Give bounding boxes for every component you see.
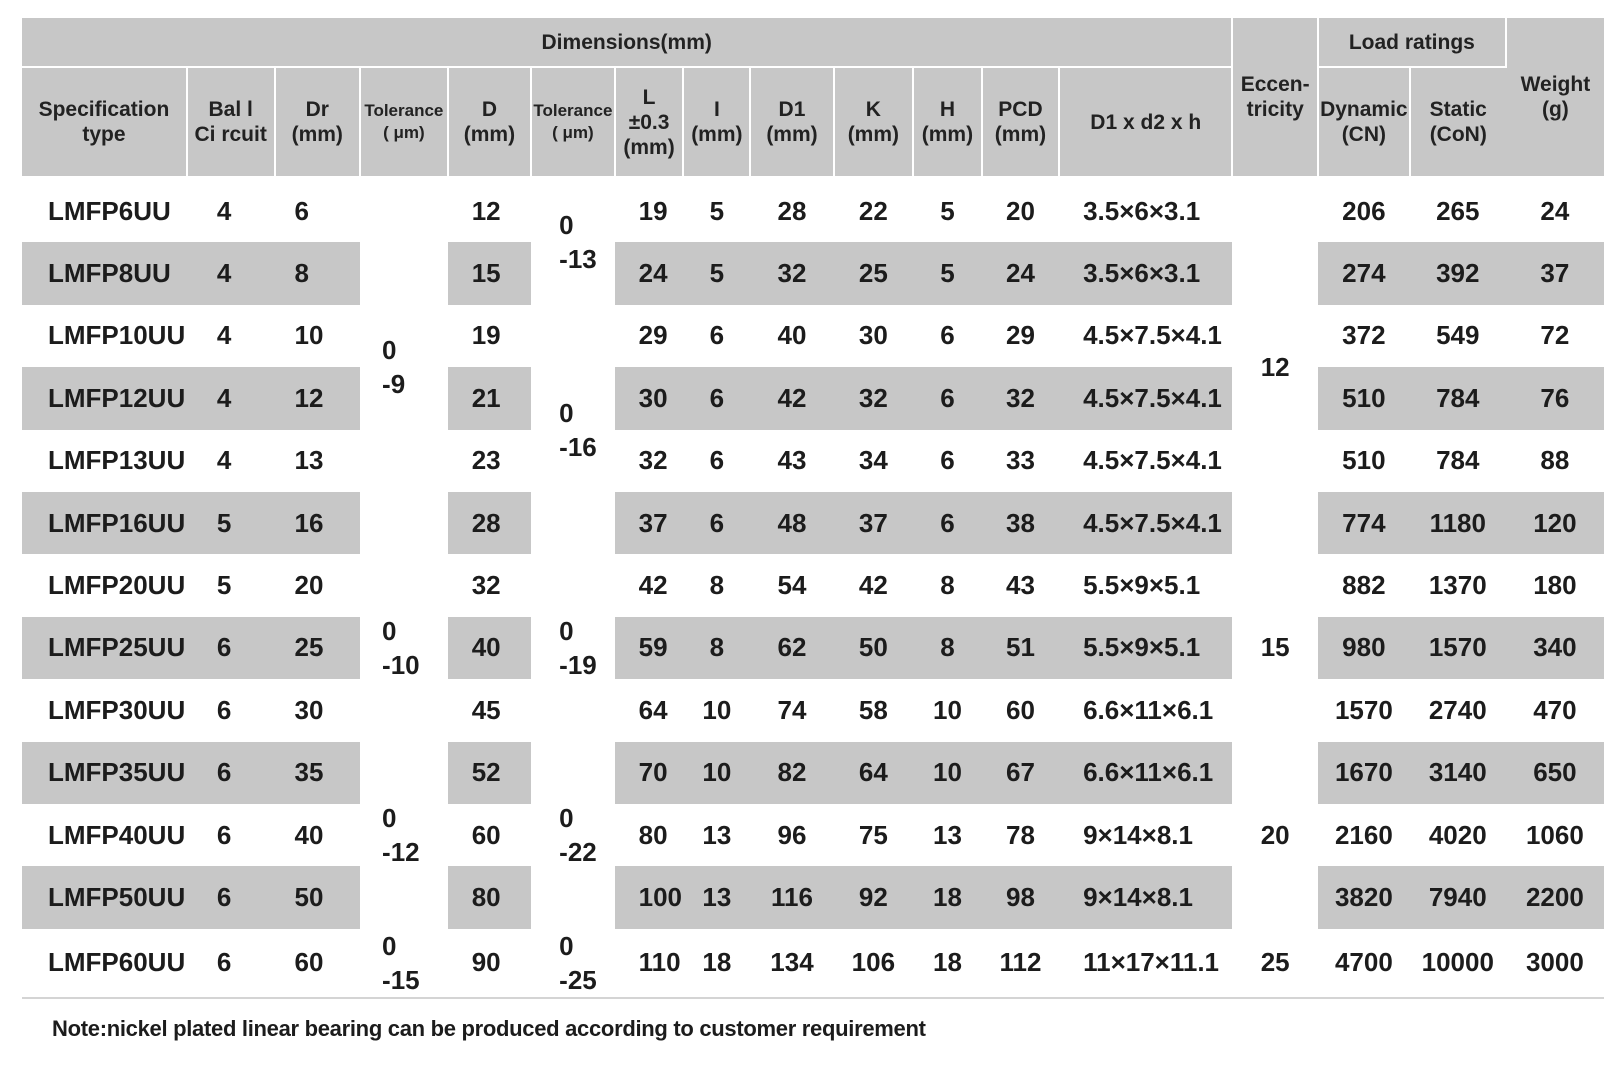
dynamic-cell: 4700 [1318, 929, 1410, 998]
h-cell: 6 [940, 445, 955, 476]
l-cell: 70 [615, 742, 684, 804]
spec-type-cell: LMFP13UU [48, 445, 186, 476]
i-cell: 13 [683, 866, 750, 928]
dr-cell: 12 [275, 367, 361, 429]
spec-type-cell: LMFP8UU [22, 242, 187, 304]
l-cell: 59 [615, 617, 684, 679]
weight-cell: 24 [1506, 178, 1604, 242]
d1-cell: 43 [777, 445, 807, 476]
dynamic-cell: 774 [1318, 492, 1410, 554]
static-cell: 10000 [1410, 929, 1506, 998]
weight-cell: 88 [1540, 445, 1570, 476]
dynamic-cell: 206 [1318, 178, 1410, 242]
static-header: Static (CoN) [1410, 67, 1506, 178]
d1-cell: 48 [750, 492, 833, 554]
footnote: Note:nickel plated linear bearing can be produced according to customer requirement [52, 1016, 926, 1041]
eccentricity-cell: 12 [1232, 178, 1318, 554]
bolt-cell: 4.5×7.5×4.1 [1059, 492, 1232, 554]
i-cell: 6 [709, 320, 725, 351]
dr-cell: 20 [294, 570, 324, 601]
i-header: I (mm) [683, 67, 750, 178]
d-cell: 21 [448, 367, 531, 429]
d1-cell: 54 [777, 570, 807, 601]
dynamic-cell: 372 [1342, 320, 1386, 351]
tolerance-d-cell-lower: -16 [559, 431, 597, 462]
k-header: K (mm) [834, 67, 913, 178]
dr-cell: 10 [294, 320, 324, 351]
d1-cell: 28 [750, 178, 833, 242]
spec-type-cell: LMFP30UU [48, 694, 186, 725]
bolt-cell: 5.5×9×5.1 [1059, 617, 1232, 679]
l-cell: 30 [615, 367, 684, 429]
l-cell: 24 [615, 242, 684, 304]
d-cell: 15 [448, 242, 531, 304]
dynamic-cell: 980 [1318, 617, 1410, 679]
table-row [22, 804, 1604, 866]
eccentricity-cell: 20 [1260, 819, 1290, 850]
dr-cell: 16 [275, 492, 361, 554]
weight-cell: 340 [1506, 617, 1604, 679]
d1-cell: 62 [750, 617, 833, 679]
eccentricity-cell: 25 [1232, 929, 1318, 998]
h-cell: 8 [913, 617, 982, 679]
l-cell: 42 [638, 570, 668, 601]
l-cell: 100 [615, 866, 684, 928]
tolerance-dr-cell-lower: -10 [382, 649, 420, 680]
table-row [22, 742, 1604, 804]
table-row [22, 430, 1604, 492]
weight-cell: 72 [1540, 320, 1570, 351]
d-cell: 32 [471, 570, 501, 601]
static-cell: 4020 [1428, 819, 1487, 850]
weight-cell: 2200 [1506, 866, 1604, 928]
l-cell: 110 [615, 929, 684, 998]
tolerance-d-cell-upper: 0 [559, 930, 574, 961]
h-cell: 18 [913, 929, 982, 998]
dr-cell: 50 [275, 866, 361, 928]
tolerance-d-cell-lower: -13 [559, 244, 597, 275]
d-cell: 19 [471, 320, 501, 351]
weight-cell: 470 [1533, 694, 1577, 725]
eccentricity-header: Eccen- tricity [1232, 18, 1318, 178]
ball-circuit-cell: 6 [216, 819, 232, 850]
d-header: D (mm) [448, 67, 531, 178]
spec-type-cell: LMFP10UU [48, 320, 186, 351]
static-cell: 265 [1410, 178, 1506, 242]
table-row [22, 929, 1604, 998]
i-cell: 10 [683, 742, 750, 804]
static-cell: 1570 [1410, 617, 1506, 679]
dr-cell: 35 [275, 742, 361, 804]
ball-circuit-cell: 6 [187, 929, 275, 998]
weight-cell: 1060 [1525, 819, 1584, 850]
ball-circuit-cell: 4 [216, 320, 232, 351]
pcd-cell: 51 [982, 617, 1059, 679]
dynamic-cell: 2160 [1334, 819, 1393, 850]
bolt-cell: 5.5×9×5.1 [1083, 570, 1201, 601]
i-cell: 8 [709, 570, 725, 601]
tolerance-d-cell [531, 178, 614, 305]
weight-cell: 650 [1506, 742, 1604, 804]
k-cell: 25 [834, 242, 913, 304]
bolt-cell: 6.6×11×6.1 [1059, 742, 1232, 804]
static-cell: 549 [1436, 320, 1480, 351]
dr-cell: 25 [275, 617, 361, 679]
i-cell: 5 [683, 242, 750, 304]
pcd-cell: 98 [982, 866, 1059, 928]
k-cell: 64 [834, 742, 913, 804]
dr-cell: 13 [294, 445, 324, 476]
dr-cell: 6 [275, 178, 361, 242]
i-cell: 8 [683, 617, 750, 679]
tolerance-d-cell-upper: 0 [559, 803, 574, 834]
tolerance-dr-cell-upper: 0 [382, 615, 397, 646]
l-header: L ±0.3 (mm) [615, 67, 684, 178]
bolt-cell: 9×14×8.1 [1083, 819, 1193, 850]
tolerance-dr-cell [360, 554, 448, 741]
h-header: H (mm) [913, 67, 982, 178]
bolt-cell: 6.6×11×6.1 [1083, 694, 1214, 725]
bolt-cell: 9×14×8.1 [1059, 866, 1232, 928]
dynamic-cell: 3820 [1318, 866, 1410, 928]
dynamic-cell: 1570 [1334, 694, 1393, 725]
k-cell: 92 [834, 866, 913, 928]
ball-circuit-cell: 6 [187, 617, 275, 679]
dynamic-cell: 510 [1342, 445, 1386, 476]
pcd-cell: 78 [1006, 819, 1035, 850]
ball-circuit-cell: 6 [216, 694, 232, 725]
bolt-cell: 4.5×7.5×4.1 [1059, 367, 1232, 429]
pcd-cell: 43 [1006, 570, 1035, 601]
d1-cell: 134 [750, 929, 833, 998]
tolerance-dr-cell-lower: -9 [382, 369, 406, 400]
k-cell: 37 [834, 492, 913, 554]
d-cell: 23 [471, 445, 501, 476]
ball-circuit-cell: 4 [216, 445, 232, 476]
tolerance-d-cell-upper: 0 [559, 615, 574, 646]
dynamic-cell: 1670 [1318, 742, 1410, 804]
d-cell: 60 [471, 819, 501, 850]
tolerance-d-cell-lower: -25 [559, 964, 597, 995]
ball-circuit-cell: 4 [187, 367, 275, 429]
tolerance-d-cell [531, 554, 614, 741]
d1-cell: 42 [750, 367, 833, 429]
tolerance-dr-cell [360, 929, 448, 998]
l-cell: 29 [638, 320, 668, 351]
table-row [22, 866, 1604, 928]
dr-cell: 30 [294, 694, 324, 725]
tolerance-d-cell-upper: 0 [559, 397, 574, 428]
h-cell: 6 [913, 367, 982, 429]
d-cell: 28 [448, 492, 531, 554]
dr-cell: 60 [275, 929, 361, 998]
spec-type-cell: LMFP40UU [48, 819, 186, 850]
d1-cell: 82 [750, 742, 833, 804]
d-cell: 90 [448, 929, 531, 998]
load-ratings-group-header: Load ratings [1318, 18, 1506, 67]
ball-circuit-cell: 5 [187, 492, 275, 554]
pcd-cell: 32 [982, 367, 1059, 429]
h-cell: 6 [913, 492, 982, 554]
dynamic-cell: 882 [1342, 570, 1386, 601]
table-body [22, 178, 1604, 998]
static-cell: 784 [1436, 445, 1480, 476]
pcd-header: PCD (mm) [982, 67, 1059, 178]
h-cell: 13 [932, 819, 962, 850]
i-cell: 5 [683, 178, 750, 242]
k-cell: 22 [834, 178, 913, 242]
dr-cell: 8 [275, 242, 361, 304]
d1-cell: 96 [777, 819, 807, 850]
table-row [22, 367, 1604, 429]
table-row [22, 242, 1604, 304]
spec-type-cell: LMFP25UU [22, 617, 187, 679]
table-row [22, 554, 1604, 616]
k-cell: 106 [834, 929, 913, 998]
weight-header: Weight (g) [1506, 18, 1604, 178]
ball-circuit-cell: 4 [187, 178, 275, 242]
l-cell: 32 [638, 445, 668, 476]
spec-type-cell: LMFP20UU [48, 570, 186, 601]
k-cell: 34 [858, 445, 888, 476]
eccentricity-cell: 15 [1260, 632, 1290, 663]
weight-cell: 3000 [1506, 929, 1604, 998]
k-cell: 58 [858, 694, 888, 725]
h-cell: 8 [940, 570, 955, 601]
d1-cell: 116 [750, 866, 833, 928]
spec-type-cell: LMFP35UU [22, 742, 187, 804]
dynamic-header: Dynamic (CN) [1318, 67, 1410, 178]
pcd-cell: 24 [982, 242, 1059, 304]
static-cell: 1370 [1428, 570, 1487, 601]
spec-type-cell: LMFP12UU [22, 367, 187, 429]
d1-cell: 32 [750, 242, 833, 304]
i-cell: 18 [683, 929, 750, 998]
tolerance-d-header: Tolerance ( μm) [531, 67, 614, 178]
pcd-cell: 60 [1006, 694, 1035, 725]
tolerance-d-cell [531, 305, 614, 555]
tolerance-dr-cell-upper: 0 [382, 803, 397, 834]
k-cell: 50 [834, 617, 913, 679]
d-cell: 80 [448, 866, 531, 928]
ball-circuit-cell: 6 [187, 742, 275, 804]
specification-table [22, 18, 1604, 999]
pcd-cell: 112 [982, 929, 1059, 998]
bolt-cell: 4.5×7.5×4.1 [1083, 445, 1222, 476]
h-cell: 6 [940, 320, 955, 351]
ball-circuit-cell: 5 [216, 570, 232, 601]
table-row [22, 305, 1604, 367]
static-cell: 3140 [1410, 742, 1506, 804]
pcd-cell: 33 [1006, 445, 1035, 476]
dr-header: Dr (mm) [275, 67, 361, 178]
table-row [22, 617, 1604, 679]
tolerance-dr-cell-upper: 0 [382, 335, 397, 366]
tolerance-dr-cell-lower: -15 [382, 964, 420, 995]
bolt-cell: 3.5×6×3.1 [1059, 242, 1232, 304]
table-row [22, 178, 1604, 242]
spec-type-cell: LMFP6UU [22, 178, 187, 242]
dynamic-cell: 274 [1318, 242, 1410, 304]
spec-type-cell: LMFP16UU [22, 492, 187, 554]
d-cell: 40 [448, 617, 531, 679]
tolerance-dr-cell-upper: 0 [382, 930, 397, 961]
d1-cell: 40 [777, 320, 807, 351]
dynamic-cell: 510 [1318, 367, 1410, 429]
h-cell: 10 [913, 742, 982, 804]
d-cell: 52 [448, 742, 531, 804]
i-cell: 10 [702, 694, 732, 725]
tolerance-dr-cell [360, 178, 448, 554]
pcd-cell: 20 [982, 178, 1059, 242]
dimensions-group-header: Dimensions(mm) [22, 18, 1232, 67]
k-cell: 75 [858, 819, 888, 850]
h-cell: 18 [913, 866, 982, 928]
static-cell: 2740 [1428, 694, 1487, 725]
h-cell: 5 [913, 242, 982, 304]
bolt-header: D1 x d2 x h [1059, 67, 1232, 178]
ball-circuit-header: Bal l Ci rcuit [187, 67, 275, 178]
bolt-cell: 11×17×11.1 [1059, 929, 1232, 998]
spec-type-cell: LMFP60UU [22, 929, 187, 998]
l-cell: 19 [615, 178, 684, 242]
k-cell: 42 [858, 570, 888, 601]
tolerance-d-cell-lower: -19 [559, 649, 597, 680]
bolt-cell: 3.5×6×3.1 [1059, 178, 1232, 242]
tolerance-dr-cell [360, 742, 448, 929]
weight-cell: 37 [1506, 242, 1604, 304]
tolerance-dr-cell-lower: -12 [382, 837, 420, 868]
h-cell: 10 [932, 694, 962, 725]
ball-circuit-cell: 6 [187, 866, 275, 928]
l-cell: 37 [615, 492, 684, 554]
tolerance-dr-header: Tolerance ( μm) [360, 67, 448, 178]
k-cell: 32 [834, 367, 913, 429]
table-row [22, 679, 1604, 741]
spec-type-cell: LMFP50UU [22, 866, 187, 928]
table-row [22, 492, 1604, 554]
dr-cell: 40 [294, 819, 324, 850]
d1-cell: 74 [777, 694, 807, 725]
i-cell: 6 [683, 367, 750, 429]
tolerance-d-cell-upper: 0 [559, 210, 574, 241]
static-cell: 784 [1410, 367, 1506, 429]
pcd-cell: 67 [982, 742, 1059, 804]
static-cell: 7940 [1410, 866, 1506, 928]
l-cell: 80 [638, 819, 668, 850]
d-cell: 45 [471, 694, 501, 725]
static-cell: 1180 [1410, 492, 1506, 554]
ball-circuit-cell: 4 [187, 242, 275, 304]
l-cell: 64 [638, 694, 668, 725]
d1-header: D1 (mm) [750, 67, 833, 178]
static-cell: 392 [1410, 242, 1506, 304]
tolerance-d-cell [531, 929, 614, 998]
bolt-cell: 4.5×7.5×4.1 [1083, 320, 1222, 351]
spec-type-header: Specification type [22, 67, 187, 178]
i-cell: 13 [702, 819, 732, 850]
i-cell: 6 [683, 492, 750, 554]
d-cell: 12 [448, 178, 531, 242]
i-cell: 6 [709, 445, 725, 476]
pcd-cell: 38 [982, 492, 1059, 554]
weight-cell: 76 [1506, 367, 1604, 429]
pcd-cell: 29 [1006, 320, 1035, 351]
weight-cell: 120 [1506, 492, 1604, 554]
k-cell: 30 [858, 320, 888, 351]
weight-cell: 180 [1533, 570, 1577, 601]
h-cell: 5 [913, 178, 982, 242]
tolerance-d-cell [531, 742, 614, 929]
tolerance-d-cell-lower: -22 [559, 837, 597, 868]
